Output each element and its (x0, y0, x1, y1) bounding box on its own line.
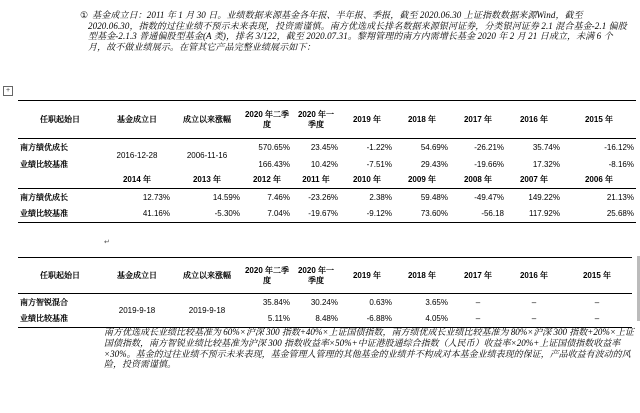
header-cell: 2015 年 (584, 114, 614, 124)
value-cell: -6.88% (366, 314, 392, 324)
header-cell: 2020 年二季度 (244, 265, 290, 285)
value-cell: 10.42% (310, 159, 338, 169)
value-cell: 29.43% (420, 159, 448, 169)
intro-text: 基金成立日：2011 年 1 月 30 日。业绩数据来源基金各年报、半年报、季报，截至 2020.06.30 上证指数数据来源Wind，截至 2020.06.30，指数的过往业绩不预示未来表现，投资需谨慎。南方优选成长排名数据来源银河证券，分类银河证券 2.1 混合基金-2.1 偏股型基金-2.1.3 普通偏股型基金(A 类)，排名 3/122，截至 2020.07.31。黎翔管理的南方内需增长基金 2020 年 2 月 21 日成立，未满 6 个月，故不做业绩展示。在管其它产品完整业绩展示如下： (88, 10, 627, 52)
value-cell: 0.63% (369, 297, 392, 307)
value-cell: -9.12% (366, 209, 392, 219)
inception-date: 2006-11-16 (186, 151, 228, 161)
value-cell: 23.45% (310, 142, 338, 152)
value-cell: – (475, 297, 481, 307)
value-cell: 117.92% (529, 209, 560, 219)
header-cell: 2020 年二季度 (244, 109, 290, 129)
value-cell: 73.60% (420, 209, 448, 219)
value-cell: 149.22% (528, 192, 560, 202)
value-cell: – (594, 314, 600, 324)
table2-header-row (18, 258, 632, 294)
header-cell: 2016 年 (519, 114, 549, 124)
header-cell: 2014 年 (122, 175, 152, 185)
value-cell: 166.43% (258, 159, 290, 169)
value-cell: -8.16% (608, 159, 634, 169)
benchmark-name: 业绩比较基准 (20, 209, 68, 219)
value-cell: -19.67% (308, 209, 338, 219)
value-cell: -7.51% (366, 159, 392, 169)
value-cell: 41.16% (142, 209, 170, 219)
table-row (18, 294, 632, 311)
table1-header-row-2 (18, 173, 636, 189)
value-cell: -5.30% (214, 209, 240, 219)
header-cell: 2010 年 (352, 175, 382, 185)
value-cell: -23.26% (308, 192, 338, 202)
header-cell: 2018 年 (407, 270, 437, 280)
value-cell: 570.65% (258, 142, 290, 152)
value-cell: -19.66% (474, 159, 504, 169)
header-cell: 2016 年 (519, 270, 549, 280)
performance-table-2 (18, 257, 632, 328)
performance-table-1 (18, 100, 636, 223)
header-cell: 任职起始日 (40, 114, 80, 124)
value-cell: – (531, 314, 537, 324)
header-cell: 基金成立日 (117, 114, 157, 124)
start-date: 2016-12-28 (116, 151, 158, 161)
value-cell: 14.59% (212, 192, 240, 202)
value-cell: 3.65% (425, 297, 448, 307)
intro-paragraph (80, 10, 628, 52)
value-cell: 54.69% (420, 142, 448, 152)
benchmark-name: 业绩比较基准 (20, 159, 68, 169)
inception-date: 2019-9-18 (188, 306, 226, 315)
header-cell: 2007 年 (519, 175, 549, 185)
table-row (18, 189, 636, 206)
header-cell: 基金成立日 (117, 270, 157, 280)
header-cell: 2008 年 (463, 175, 493, 185)
value-cell: 17.32% (532, 159, 560, 169)
paragraph-mark: ↵ (104, 239, 110, 246)
value-cell: -56.18 (481, 209, 504, 219)
value-cell: 25.68% (606, 209, 634, 219)
fund-name: 南方绩优成长 (20, 142, 68, 152)
footnote-paragraph: 南方优选成长业绩比较基准为 60%×沪深 300 指数+40%×上证国债指数，南方绩优成长业绩比较基准为 80%×沪深 300 指数+20%×上证国债指数，南方智锐业绩比较基准为沪深 300 指数收益率×50%+中证港股通综合指数（人民币）收益率×20%+上证国债指数收益率×30%。基金的过往业绩不预示未来表现，基金管理人管理的其他基金的业绩并不构成对本基金业绩表现的保证，产品收益有波动的风险，投资需谨慎。 (104, 327, 634, 370)
header-cell: 2015 年 (582, 270, 612, 280)
value-cell: 8.48% (315, 314, 338, 324)
value-cell: 30.24% (310, 297, 338, 307)
table1-header-row (18, 101, 636, 139)
table-row (18, 139, 636, 156)
fund-name: 南方绩优成长 (20, 192, 68, 202)
value-cell: 12.73% (142, 192, 170, 202)
value-cell: -49.47% (474, 192, 504, 202)
value-cell: – (531, 297, 537, 307)
header-cell: 2012 年 (252, 175, 282, 185)
header-cell: 2019 年 (352, 114, 382, 124)
header-cell: 2017 年 (463, 270, 493, 280)
value-cell: 7.46% (267, 192, 290, 202)
value-cell: 7.04% (267, 209, 290, 219)
intro-number: ① (80, 10, 89, 20)
header-cell: 2017 年 (463, 114, 493, 124)
header-cell: 2020 年一季度 (297, 109, 335, 129)
table-row (18, 206, 636, 223)
header-cell: 2020 年一季度 (297, 265, 335, 285)
fund-name: 南方智锐混合 (20, 297, 68, 307)
header-cell: 2019 年 (352, 270, 382, 280)
header-cell: 任职起始日 (40, 270, 80, 280)
benchmark-name: 业绩比较基准 (20, 314, 68, 324)
header-cell: 2009 年 (407, 175, 437, 185)
value-cell: 2.38% (369, 192, 392, 202)
value-cell: 35.74% (532, 142, 560, 152)
header-cell: 2013 年 (192, 175, 222, 185)
value-cell: 4.05% (425, 314, 448, 324)
value-cell: 21.13% (606, 192, 634, 202)
value-cell: – (475, 314, 481, 324)
value-cell: 5.11% (267, 314, 290, 324)
start-date: 2019-9-18 (118, 306, 156, 315)
header-cell: 成立以来涨幅 (183, 114, 231, 124)
value-cell: 35.84% (262, 297, 290, 307)
value-cell: -26.21% (474, 142, 504, 152)
value-cell: 59.48% (420, 192, 448, 202)
value-cell: -1.22% (366, 142, 392, 152)
value-cell: – (594, 297, 600, 307)
value-cell: -16.12% (604, 142, 634, 152)
table-move-handle-icon[interactable]: + (3, 86, 13, 96)
header-cell: 2011 年 (302, 175, 330, 185)
header-cell: 2018 年 (407, 114, 437, 124)
header-cell: 2006 年 (584, 175, 614, 185)
header-cell: 成立以来涨幅 (183, 270, 231, 280)
